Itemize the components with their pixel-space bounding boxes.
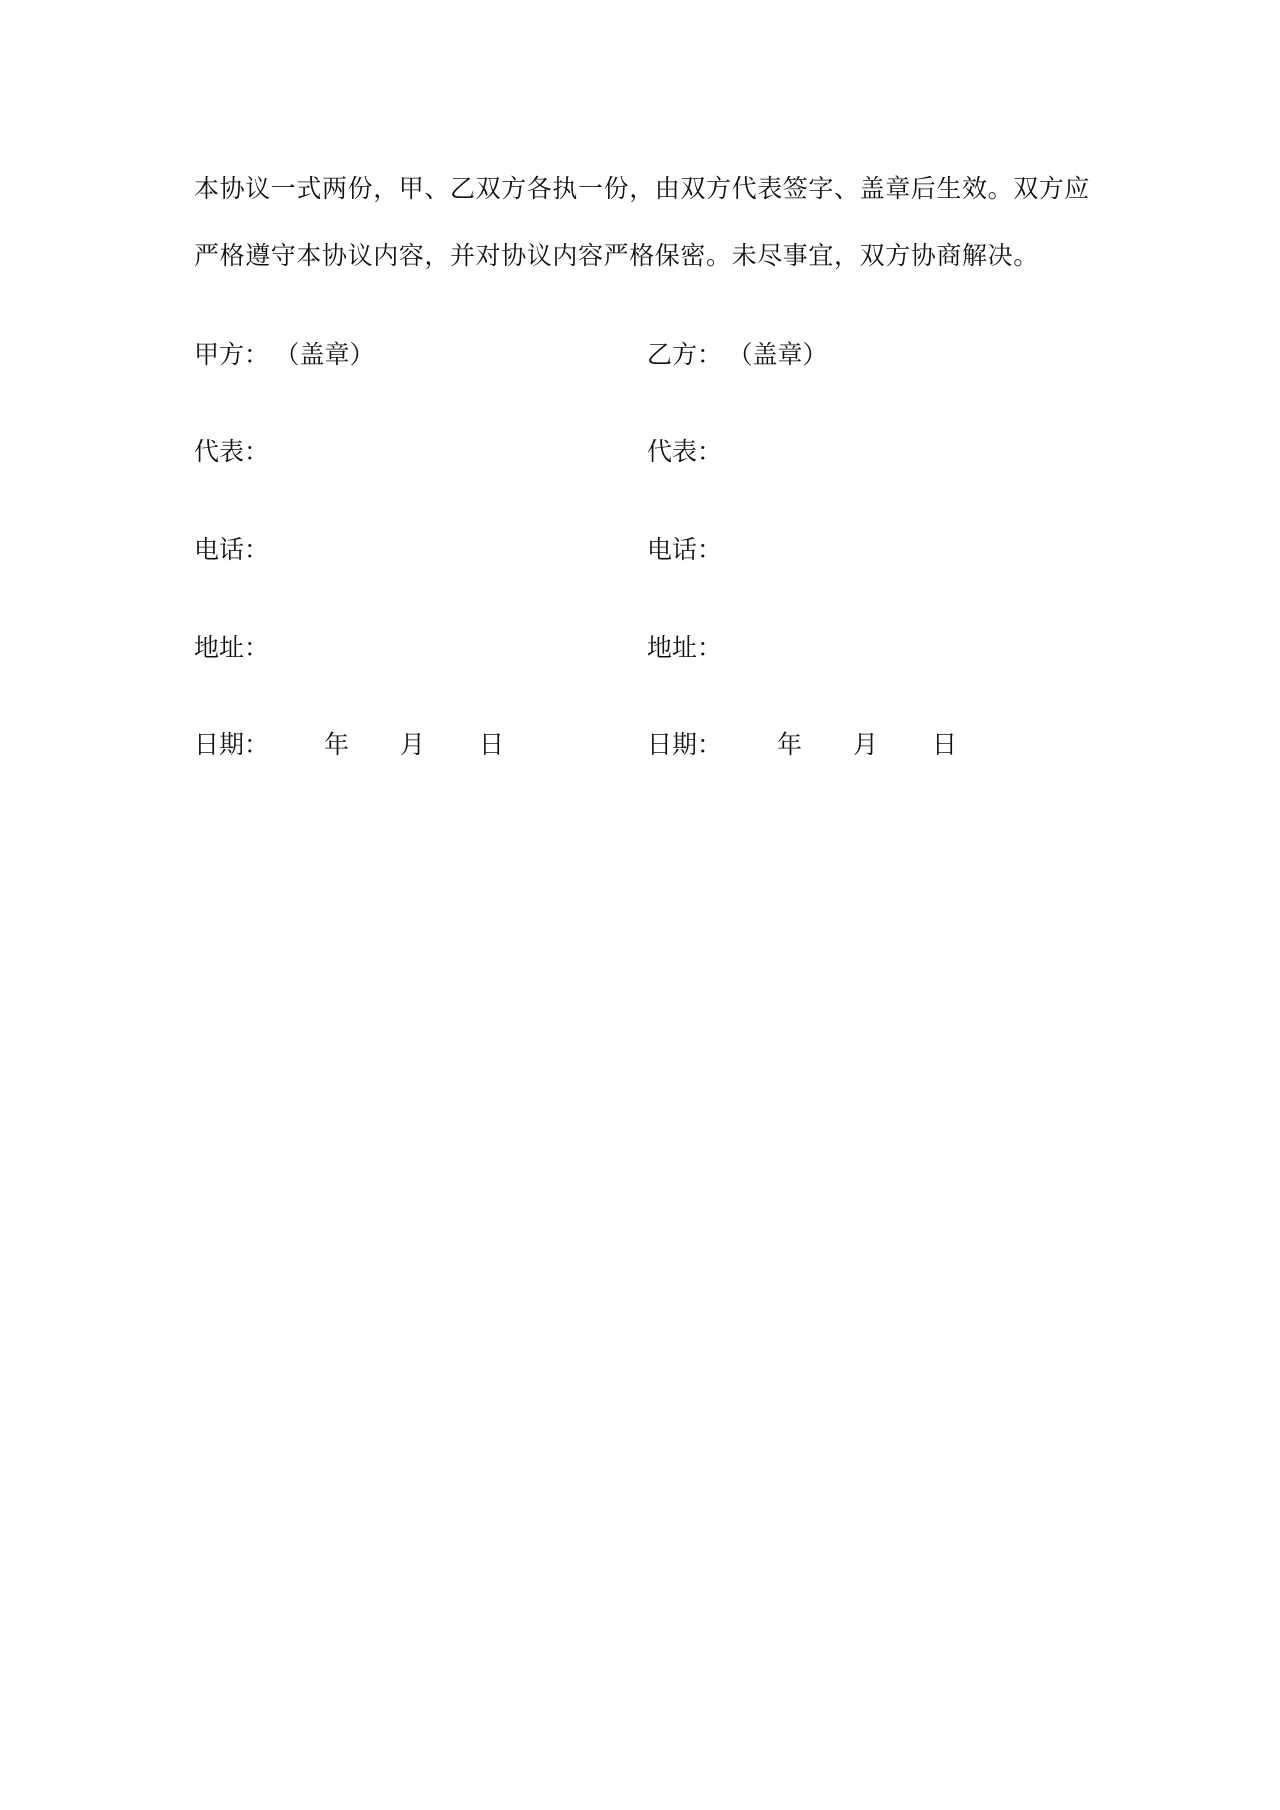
agreement-paragraph-line-2: 严格遵守本协议内容，并对协议内容严格保密。未尽事宜，双方协商解决。: [194, 241, 1039, 270]
party-b-seal: （盖章）: [740, 340, 828, 369]
party-a-phone-label: 电话：: [194, 535, 270, 564]
party-a-year-unit: 年: [324, 730, 350, 759]
party-b-date-row: [647, 729, 958, 761]
party-b-day-unit: 日: [932, 730, 958, 759]
party-a-month-unit: 月: [400, 730, 426, 759]
party-b-representative-label: 代表：: [647, 437, 723, 466]
party-b-address-label: 地址：: [647, 633, 723, 662]
party-b-heading: [647, 339, 828, 371]
party-a-label: 甲方：: [194, 340, 270, 369]
party-b-label: 乙方：: [647, 340, 723, 369]
party-b-year-unit: 年: [777, 730, 803, 759]
party-b-phone-label: 电话：: [647, 535, 723, 564]
party-a-day-unit: 日: [479, 730, 505, 759]
party-a-address-label: 地址：: [194, 633, 270, 662]
party-a-heading: [194, 339, 375, 371]
party-b-date-label: 日期：: [647, 730, 723, 759]
agreement-paragraph-line-1: 本协议一式两份，甲、乙双方各执一份，由双方代表签字、盖章后生效。双方应: [194, 174, 1091, 203]
party-a-seal: （盖章）: [287, 340, 375, 369]
party-a-date-label: 日期：: [194, 730, 270, 759]
party-a-date-row: [194, 729, 505, 761]
party-a-representative-label: 代表：: [194, 437, 270, 466]
party-b-month-unit: 月: [853, 730, 879, 759]
